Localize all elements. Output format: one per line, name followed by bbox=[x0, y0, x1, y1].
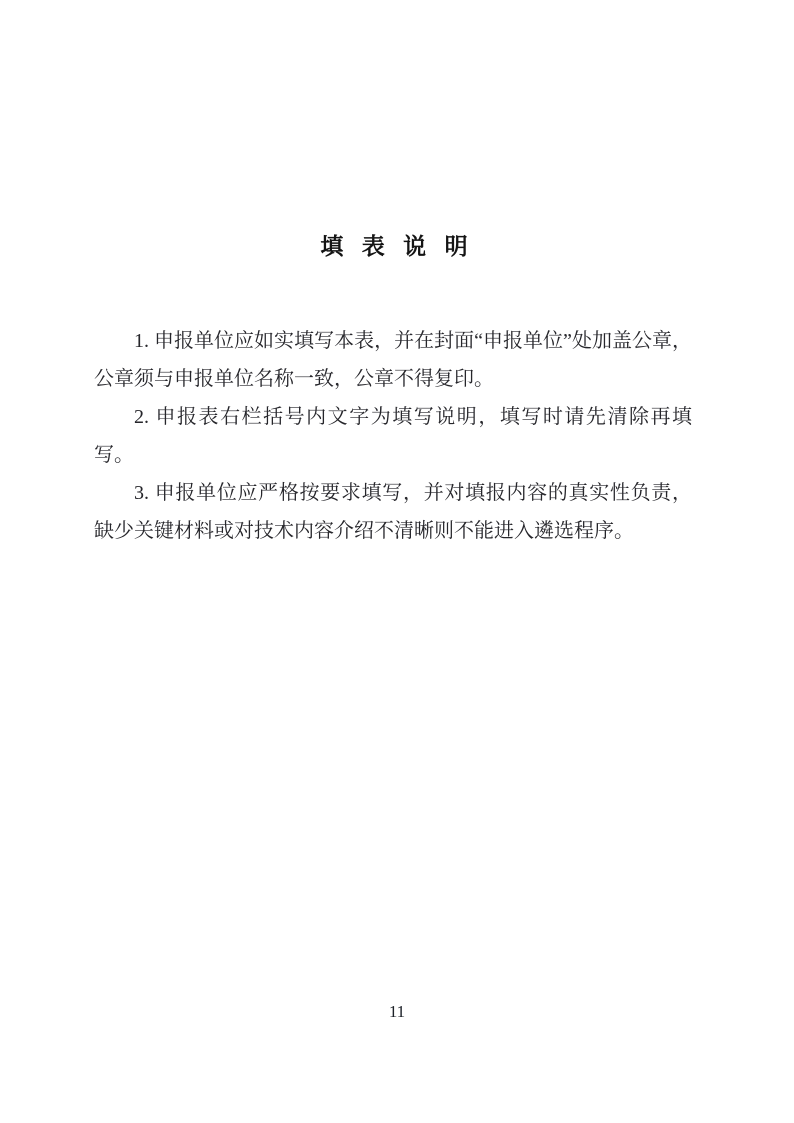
instruction-paragraph-2: 2. 申报表右栏括号内文字为填写说明，填写时请先清除再填写。 bbox=[94, 406, 692, 466]
instruction-paragraph-3: 3. 申报单位应严格按要求填写，并对填报内容的真实性负责，缺少关键材料或对技术内容介绍不清晰则不能进入遴选程序。 bbox=[94, 482, 692, 542]
instructions-body bbox=[94, 322, 692, 550]
page-number: 11 bbox=[388, 1002, 406, 1021]
instruction-paragraph-1: 1. 申报单位应如实填写本表，并在封面“申报单位”处加盖公章，公章须与申报单位名称一致，公章不得复印。 bbox=[94, 330, 692, 390]
page-title: 填 表 说 明 bbox=[320, 233, 474, 259]
